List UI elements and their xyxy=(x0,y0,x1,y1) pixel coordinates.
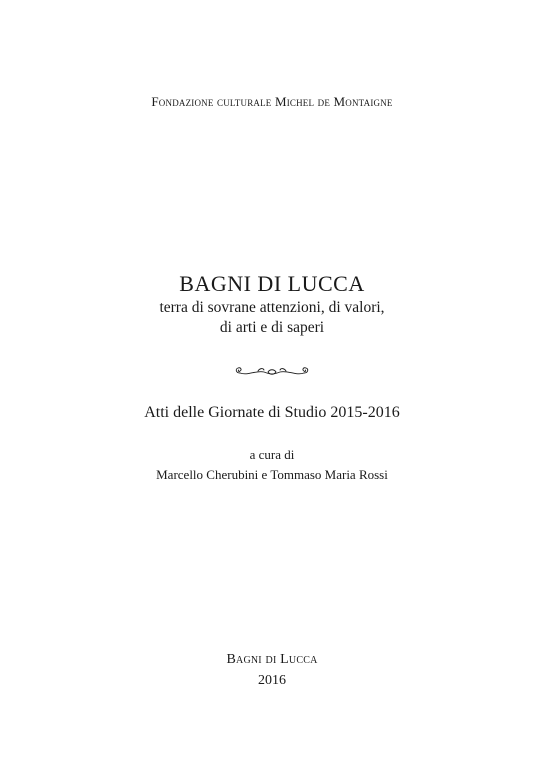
book-subtitle-line-1: terra di sovrane attenzioni, di valori, xyxy=(159,299,385,316)
imprint-place: Bagni di Lucca xyxy=(226,652,318,667)
foundation-name: Fondazione culturale Michel de Montaigne xyxy=(151,94,393,109)
scroll-flourish-icon xyxy=(232,364,312,380)
editor-label: a cura di xyxy=(249,447,295,462)
book-title: BAGNI DI LUCCA xyxy=(179,271,365,296)
imprint-year: 2016 xyxy=(258,673,286,688)
editors-names: Marcello Cherubini e Tommaso Maria Rossi xyxy=(156,467,388,482)
book-subtitle-line-2: di arti e di saperi xyxy=(219,319,325,336)
proceedings-title: Atti delle Giornate di Studio 2015-2016 xyxy=(144,404,400,421)
